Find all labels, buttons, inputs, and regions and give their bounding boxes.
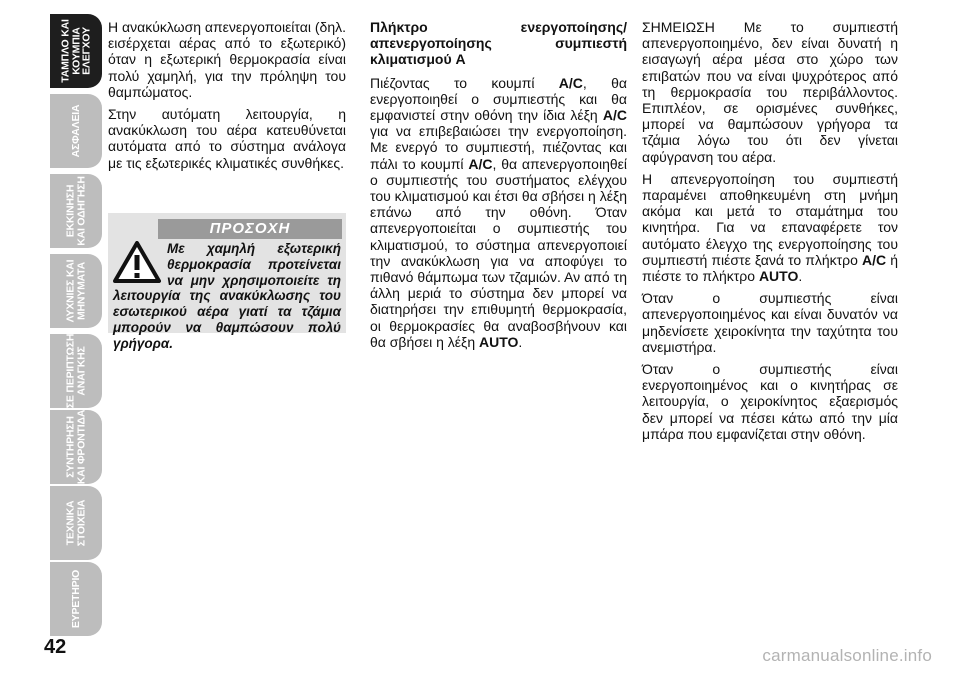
section-heading: Πλήκτρο ενεργοποίησης/ απενεργοποίησης συμπιεστή κλιματισμού A bbox=[370, 19, 627, 68]
tab-starting-driving[interactable] bbox=[50, 174, 102, 248]
column-3 bbox=[642, 19, 898, 448]
note-paragraph: ΣΗΜΕΙΩΣΗ Με το συμπιεστή απενεργοποιημένο, δεν είναι δυνατή η εισαγωγή αέρα μέσα στο χώρο των επιβατών που να είναι ψυχρότερος από τη θερμοκρασία του περιβάλλοντος. Επιπλέον, σε ορισμένες συνθήκες, μπορεί να θαμπώσουν γρήγορα τα τζάμια λόγω του ότι δεν γίνεται αφύγρανση του αέρα. bbox=[642, 19, 898, 165]
auto-keyword: AUTO bbox=[758, 268, 799, 285]
warning-text-block bbox=[113, 241, 341, 352]
warning-text: Με χαμηλή εξωτερική θερμοκρασία προτείνεται να μην χρησιμοποιείτε τη λειτουργία της ανακύκλωσης του εσωτερικού αέρα γιατί τα τζάμια μπορούν να θαμπώσουν πολύ γρήγορα. bbox=[113, 241, 341, 351]
tab-label: ΑΣΦΑΛΕΙΑ bbox=[69, 104, 82, 158]
paragraph: Πιέζοντας το κουμπί A/C, θα ενεργοποιηθεί ο συμπιεστής και θα εμφανιστεί στην οθόνη την ίδια λέξη A/C για να επιβεβαιώσει την ενεργοποίηση. Με ενεργό το συμπιεστή, πιέζοντας και πάλι το κουμπί A/C, θα απενεργοποιηθεί ο συμπιεστής του συστήματος ελέγχου του κλιματισμού και έτσι θα σβήσει η λέξη επάνω από την οθόνη. Όταν απενεργοποιείται ο συμπιεστής του κλιματισμού, το σύστημα απενεργοποιεί την ανακύκλωση για να αποφύγει το πιθανό θάμπωμα των τζαμιών. Αν από τη άλλη μεριά το σύστημα δεν μπορεί να διατηρήσει την επιθυμητή θερμοκρασία, οι θερμοκρασίες θα αναβοσβήνουν και θα σβήσει η λέξη AUTO. bbox=[370, 74, 627, 350]
warning-title: ΠΡΟΣΟΧΗ bbox=[158, 219, 342, 239]
tab-maintenance[interactable] bbox=[50, 410, 102, 484]
tab-safety[interactable] bbox=[50, 94, 102, 168]
tab-index[interactable] bbox=[50, 562, 102, 636]
ac-keyword: A/C bbox=[468, 155, 493, 172]
auto-keyword: AUTO bbox=[479, 333, 519, 350]
tab-label: ΣΕ ΠΕΡΙΠΤΩΣΗ ΑΝΑΓΚΗΣ bbox=[64, 333, 87, 409]
warning-triangle-icon bbox=[113, 241, 161, 283]
tab-label: ΕΥΡΕΤΗΡΙΟ bbox=[69, 569, 82, 629]
chapter-tabs bbox=[50, 0, 102, 629]
paragraph: Όταν ο συμπιεστής είναι απενεργοποιημένος και είναι δυνατόν να μηδενίσετε χειροκίνητα την ταχύτητα του ανεμιστήρα. bbox=[642, 290, 898, 355]
column-1 bbox=[108, 19, 346, 177]
watermark: carmanualsonline.info bbox=[762, 646, 932, 665]
tab-emergency[interactable] bbox=[50, 334, 102, 408]
tab-label: ΤΕΧΝΙΚΑ ΣΤΟΙΧΕΙΑ bbox=[64, 499, 87, 547]
tab-technical-data[interactable] bbox=[50, 486, 102, 560]
paragraph: Στην αυτόματη λειτουργία, η ανακύκλωση του αέρα κατευθύνεται αυτόματα από το σύστημα ανάλογα με τις εξωτερικές κλιματικές συνθήκες. bbox=[108, 106, 346, 171]
tab-label: ΕΚΚΙΝΗΣΗ ΚΑΙ ΟΔΗΓΗΣΗ bbox=[64, 176, 87, 246]
tab-label: ΣΥΝΤΗΡΗΣΗ ΚΑΙ ΦΡΟΝΤΙΔΑ bbox=[64, 409, 87, 485]
ac-keyword: A/C bbox=[862, 251, 887, 268]
ac-keyword: A/C bbox=[602, 107, 627, 124]
page-number: 42 bbox=[44, 636, 67, 658]
tab-dashboard-controls[interactable] bbox=[50, 14, 102, 88]
tab-label: ΛΥΧΝΙΕΣ ΚΑΙ ΜΗΝΥΜΑΤΑ bbox=[64, 259, 87, 323]
paragraph: Η απενεργοποίηση του συμπιεστή παραμένει αποθηκευμένη στη μνήμη ακόμα και μετά το σταμάτημα του κινητήρα. Για να επαναφέρετε τον αυτόματο έλεγχο της ενεργοποίησης του συμπιεστή πιέστε ξανά το πλήκτρο A/C ή πιέστε το πλήκτρο AUTO. bbox=[642, 170, 898, 285]
column-2 bbox=[370, 19, 627, 356]
paragraph: Όταν ο συμπιεστής είναι ενεργοποιημένος και ο κινητήρας σε λειτουργία, ο χειροκίνητος εξαερισμός δεν μπορεί να πέσει κάτω από την μία μπάρα που εμφανίζεται στην οθόνη. bbox=[642, 361, 898, 442]
tab-label: ΤΑΜΠΛΟ ΚΑΙ ΚΟΥΜΠΙΑ ΕΛΕΓΧΟΥ bbox=[59, 19, 93, 83]
tab-lights-messages[interactable] bbox=[50, 254, 102, 328]
ac-keyword: A/C bbox=[558, 74, 583, 91]
paragraph: Η ανακύκλωση απενεργοποιείται (δηλ. εισέρχεται αέρας από το εξωτερικό) όταν η εξωτερική θερμοκρασία είναι πολύ χαμηλή, για την πρόληψη του θαμπώματος. bbox=[108, 19, 346, 100]
